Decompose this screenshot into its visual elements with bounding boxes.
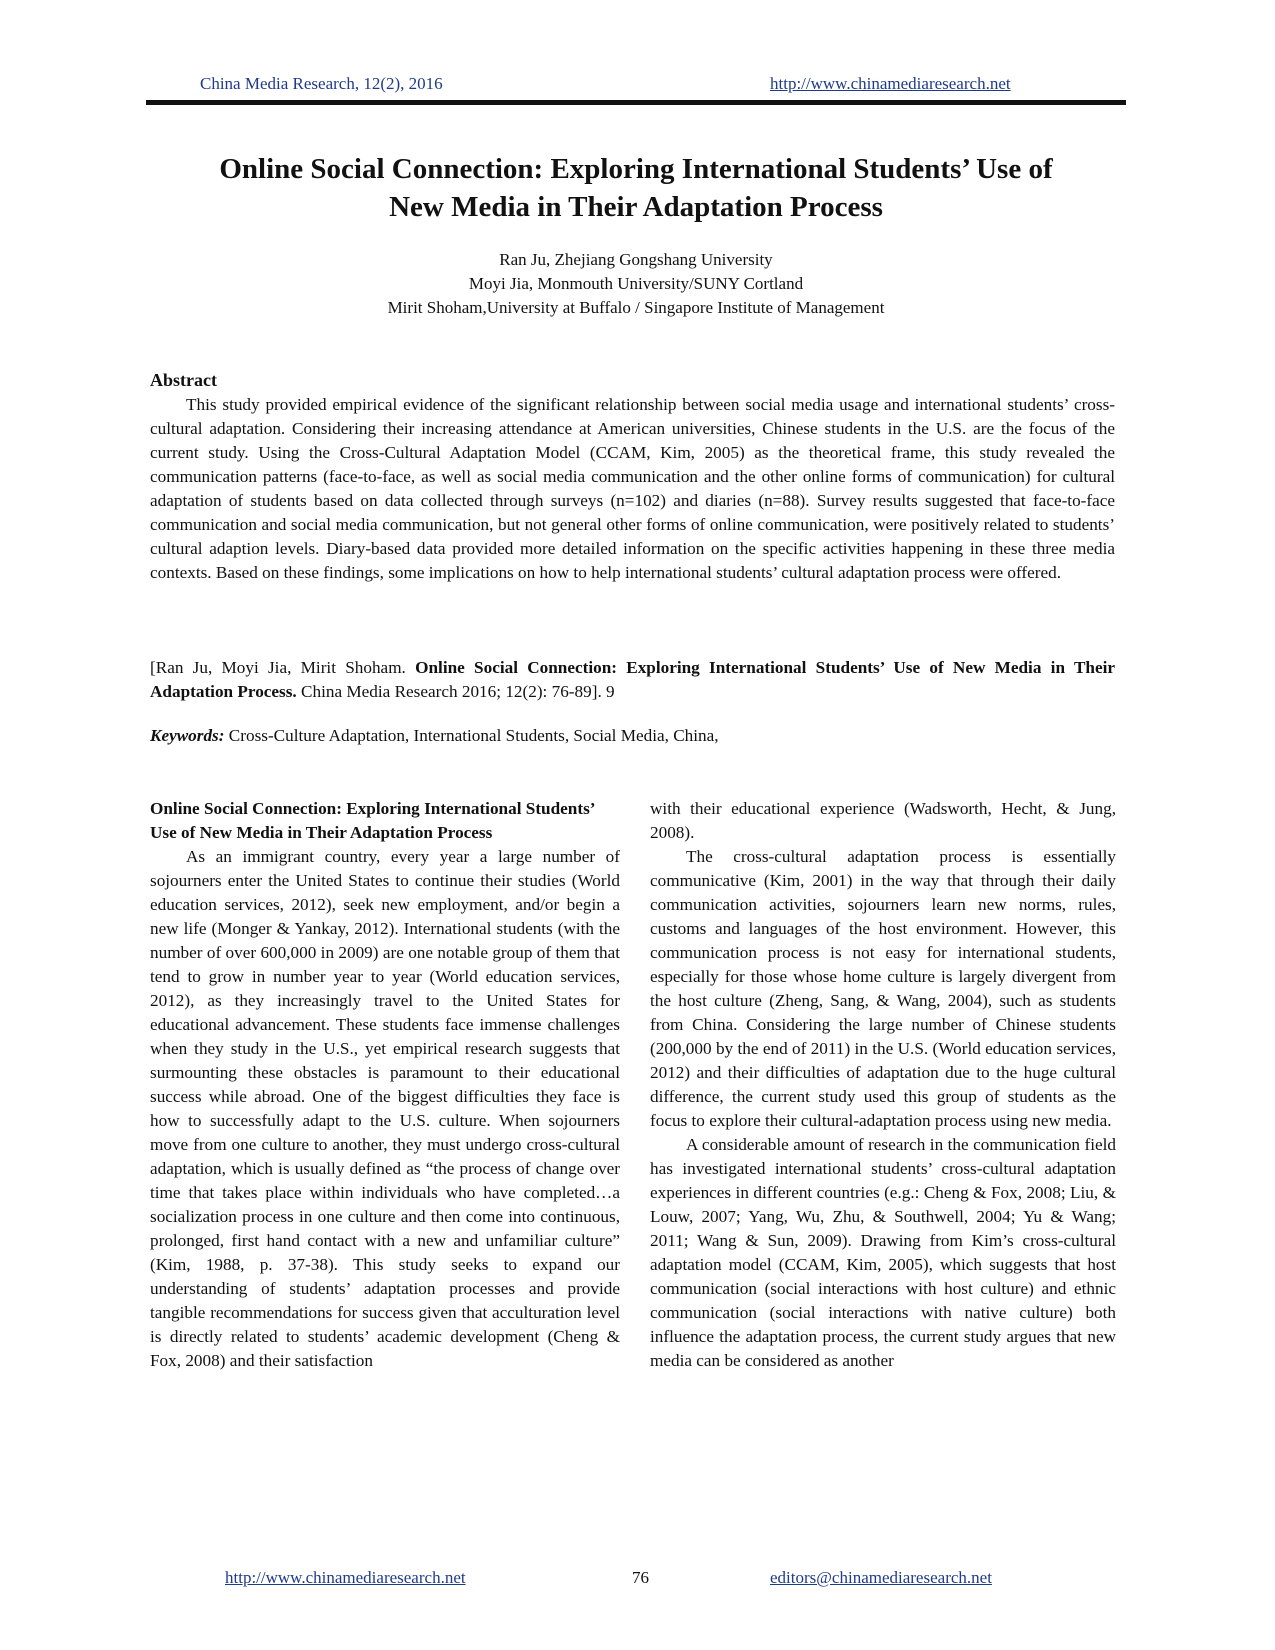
body-paragraph: The cross-cultural adaptation process is essentially communicative (Kim, 2001) in the way that through their daily communication activities, sojourners learn new norms, rules, customs and languages of the host environment. However, this communication process is not easy for international students, especially for those whose home culture is largely divergent from the host culture (Zheng, Sang, & Wang, 2004), such as students from China. Considering the large number of Chinese students (200,000 by the end of 2011) in the U.S. (World education services, 2012) and their difficulties of adaptation due to the huge cultural difference, the current study used this group of students as the focus to explore their cultural-adaptation process using new media. bbox=[650, 847, 1116, 1130]
left-column bbox=[150, 797, 620, 1373]
journal-url-link[interactable]: http://www.chinamediaresearch.net bbox=[770, 74, 1011, 93]
keywords-text: Cross-Culture Adaptation, International Students, Social Media, China, bbox=[228, 726, 719, 745]
keywords bbox=[150, 726, 719, 746]
keywords-label: Keywords: bbox=[150, 726, 225, 745]
journal-citation: China Media Research, 12(2), 2016 bbox=[200, 74, 443, 93]
abstract-text: This study provided empirical evidence of the significant relationship between social media usage and international students’ cross-cultural adaptation. Considering their increasing attendance at American universities, Chinese students in the U.S. are the focus of the current study. Using the Cross-Cultural Adaptation Model (CCAM, Kim, 2005) as the theoretical frame, this study revealed the communication patterns (face-to-face, as well as social media communication and the other online forms of communication) for cultural adaptation of students based on data collected through surveys (n=102) and diaries (n=88). Survey results suggested that face-to-face communication and social media communication, but not general other forms of online communication, were positively related to students’ cultural adaption levels. Diary-based data provided more detailed information on the specific activities happening in these three media contexts. Based on these findings, some implications on how to help international students’ cultural adaptation process were offered. bbox=[150, 395, 1115, 582]
header-rule bbox=[146, 100, 1126, 105]
author-1: Ran Ju, Zhejiang Gongshang University bbox=[499, 250, 773, 269]
footer-email-link[interactable]: editors@chinamediaresearch.net bbox=[770, 1568, 992, 1587]
section-heading: Online Social Connection: Exploring International Students’ Use of New Media in Their Adaptation Process bbox=[150, 799, 595, 842]
body-paragraph-continued: with their educational experience (Wadsworth, Hecht, & Jung, 2008). bbox=[650, 799, 1116, 842]
author-2: Moyi Jia, Monmouth University/SUNY Cortland bbox=[468, 274, 804, 293]
footer-url-link[interactable]: http://www.chinamediaresearch.net bbox=[225, 1568, 466, 1587]
title-line-1: Online Social Connection: Exploring International Students’ Use of bbox=[219, 153, 1053, 185]
author-3: Mirit Shoham,University at Buffalo / Singapore Institute of Management bbox=[387, 298, 885, 317]
title-line-2: New Media in Their Adaptation Process bbox=[389, 191, 883, 223]
body-paragraph: A considerable amount of research in the communication field has investigated international students’ cross-cultural adaptation experiences in different countries (e.g.: Cheng & Fox, 2008; Liu, & Louw, 2007; Yang, Wu, Zhu, & Southwell, 2004; Yu & Wang; 2011; Wang & Sun, 2009). Drawing from Kim’s cross-cultural adaptation model (CCAM, Kim, 2005), which suggests that host communication (social interactions with host culture) and ethnic communication (social interactions with native culture) both influence the adaptation process, the current study argues that new media can be considered as another bbox=[650, 1135, 1116, 1370]
body-paragraph: As an immigrant country, every year a large number of sojourners enter the United States to continue their studies (World education services, 2012), seek new employment, and/or begin a new life (Monger & Yankay, 2012). International students (with the number of over 600,000 in 2009) are one notable group of them that tend to grow in number year to year (World education services, 2012), as they increasingly travel to the United States for educational advancement. These students face immense challenges when they study in the U.S., yet empirical research suggests that surmounting these obstacles is paramount to their educational success while abroad. One of the biggest difficulties they face is how to successfully adapt to the U.S. culture. When sojourners move from one culture to another, they must undergo cross-cultural adaptation, which is usually defined as “the process of change over time that takes place within individuals who have completed…a socialization process in one culture and then come into continuous, prolonged, first hand contact with a new and unfamiliar culture” (Kim, 1988, p. 37-38). This study seeks to expand our understanding of students’ adaptation processes and provide tangible recommendations for success given that acculturation level is directly related to students’ academic development (Cheng & Fox, 2008) and their satisfaction bbox=[150, 847, 620, 1370]
citation-authors: [Ran Ju, Moyi Jia, Mirit Shoham. bbox=[150, 658, 406, 677]
citation-title: Online Social Connection: Exploring International Students’ Use of New Media in Their Adaptation Process. bbox=[150, 658, 1116, 701]
citation-source: China Media Research 2016; 12(2): 76-89]. 9 bbox=[301, 682, 615, 701]
abstract-heading: Abstract bbox=[150, 370, 217, 390]
paper-title bbox=[146, 150, 1126, 226]
citation-block bbox=[150, 656, 1115, 704]
page-number: 76 bbox=[632, 1568, 649, 1587]
author-list bbox=[146, 248, 1126, 320]
right-column bbox=[650, 797, 1116, 1373]
